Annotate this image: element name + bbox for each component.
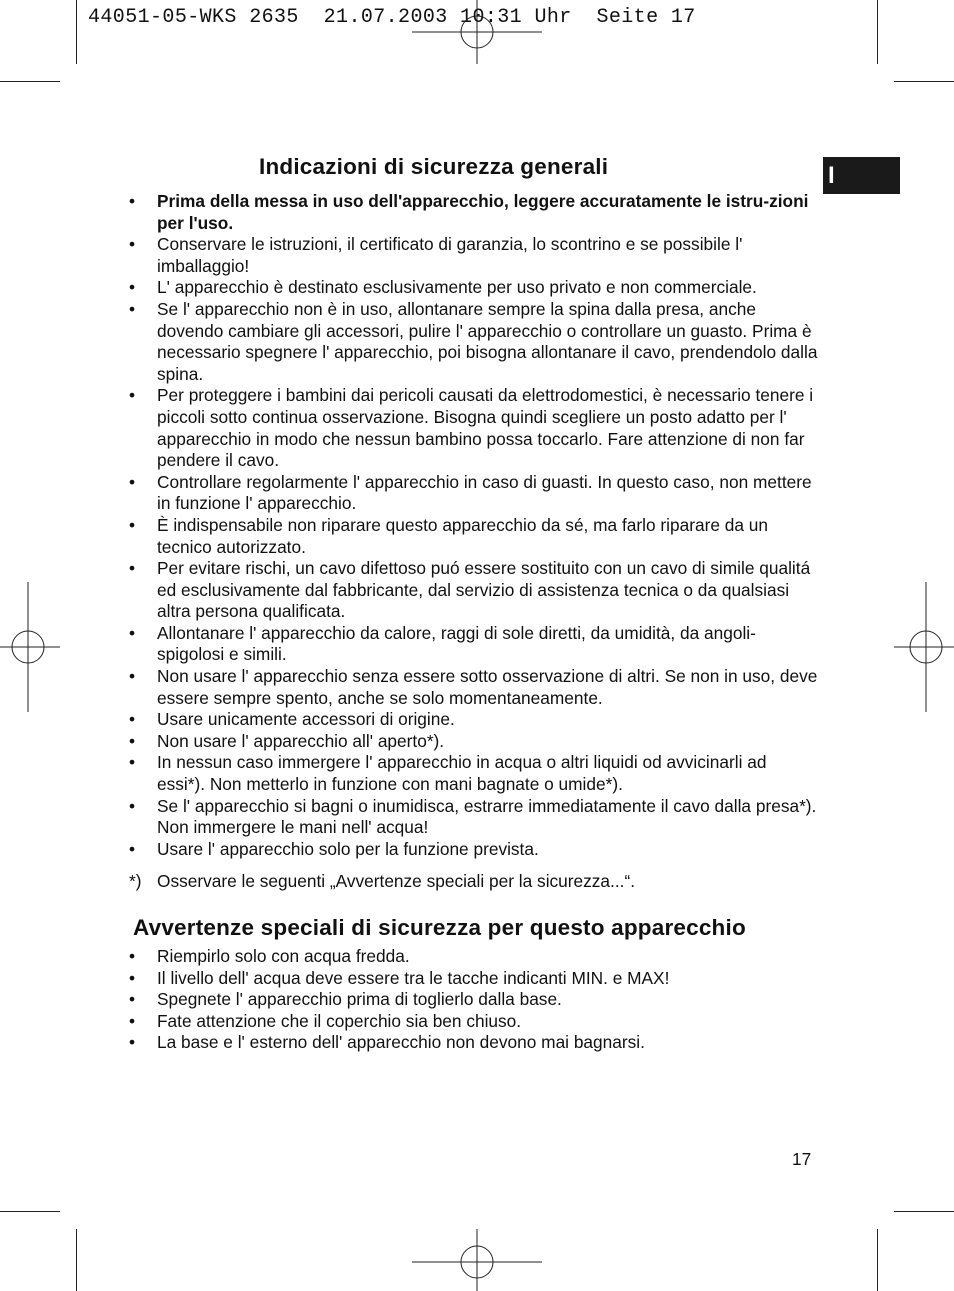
crop-mark <box>76 1229 77 1291</box>
crop-mark <box>894 1211 954 1212</box>
bullet-icon: • <box>129 838 136 859</box>
list-item-text: Il livello dell' acqua deve essere tra le tacche indicanti MIN. e MAX! <box>157 967 670 988</box>
bullet-icon: • <box>129 946 136 966</box>
footnote-mark: *) <box>129 871 142 891</box>
page-number: 17 <box>792 1149 812 1169</box>
bullet-icon: • <box>129 989 136 1010</box>
appliance-safety-list <box>129 946 819 1054</box>
registration-mark-left <box>0 582 60 712</box>
list-item-text: Per proteggere i bambini dai pericoli causati da elettrodomestici, è necessario tenere i piccoli sotto continua osservazione. Bisogna quindi scegliere un posto adatto per l' apparecchio in modo che nessun bambino possa toccarlo. Fare attenzione di non far pendere il cavo. <box>157 385 814 471</box>
list-item-text: Conservare le istruzioni, il certificato di garanzia, lo scontrino e se possibile l' imballaggio! <box>157 234 743 276</box>
bullet-icon: • <box>129 514 136 535</box>
bullet-icon: • <box>129 730 136 751</box>
list-item <box>129 234 819 277</box>
list-item <box>129 752 819 795</box>
crop-mark <box>877 1229 878 1291</box>
list-item-text: In nessun caso immergere l' apparecchio in acqua o altri liquidi od avvicinarli ad essi*). Non metterlo in funzione con mani bagnate o umide*). <box>157 752 767 795</box>
bullet-icon: • <box>129 709 136 730</box>
list-item-text: Prima della messa in uso dell'apparecchio, leggere accuratamente le istru-zioni per l'uso. <box>157 191 809 233</box>
section-title-appliance-safety: Avvertenze speciali di sicurezza per questo apparecchio <box>133 915 746 940</box>
list-item-text: La base e l' esterno dell' apparecchio non devono mai bagnarsi. <box>157 1032 645 1053</box>
list-item-text: Usare l' apparecchio solo per la funzione prevista. <box>157 838 539 859</box>
list-item <box>129 472 819 515</box>
list-item-text: È indispensabile non riparare questo apparecchio da sé, ma farlo riparare da un tecnico autorizzato. <box>157 514 768 557</box>
list-item <box>129 558 819 623</box>
list-item <box>129 839 819 861</box>
registration-mark-top <box>412 0 542 64</box>
list-item-text: L' apparecchio è destinato esclusivamente per uso privato e non commerciale. <box>157 277 757 298</box>
list-item <box>129 191 819 234</box>
list-item <box>129 666 819 709</box>
list-item-text: Se l' apparecchio si bagni o inumidisca, estrarre immediatamente il cavo dalla presa*). Non immergere le mani nell' acqua! <box>157 795 817 838</box>
crop-mark <box>0 1211 60 1212</box>
bullet-icon: • <box>129 666 136 687</box>
crop-mark <box>0 81 60 82</box>
bullet-icon: • <box>129 191 136 211</box>
section-title-general-safety: Indicazioni di sicurezza generali <box>259 154 609 179</box>
list-item <box>129 989 819 1011</box>
list-item <box>129 299 819 385</box>
crop-mark <box>76 0 77 64</box>
bullet-icon: • <box>129 752 136 773</box>
list-item <box>129 623 819 666</box>
crop-mark <box>894 81 954 82</box>
list-item-text: Spegnete l' apparecchio prima di toglierlo dalla base. <box>157 989 562 1010</box>
list-item <box>129 385 819 471</box>
list-item <box>129 1011 819 1033</box>
list-item <box>129 515 819 558</box>
general-safety-list <box>129 191 819 860</box>
list-item <box>129 796 819 839</box>
bullet-icon: • <box>129 298 136 319</box>
bullet-icon: • <box>129 795 136 816</box>
bullet-icon: • <box>129 234 136 255</box>
crop-mark <box>877 0 878 64</box>
list-item-text: Allontanare l' apparecchio da calore, raggi di sole diretti, da umidità, da angoli-spigolosi e simili. <box>157 622 756 665</box>
bullet-icon: • <box>129 1032 136 1053</box>
bullet-icon: • <box>129 558 136 579</box>
list-item-text: Fate attenzione che il coperchio sia ben chiuso. <box>157 1010 522 1031</box>
list-item <box>129 731 819 753</box>
list-item-text: Se l' apparecchio non è in uso, allontanare sempre la spina dalla presa, anche dovendo cambiare gli accessori, pulire l' apparecchio o controllare un guasto. Prima è necessario spegnere l' apparecchio, poi bisogna allontanare il cavo, prendendolo dalla spina. <box>157 298 818 384</box>
bullet-icon: • <box>129 622 136 643</box>
list-item-text: Usare unicamente accessori di origine. <box>157 709 455 730</box>
printer-slug: 44051-05-WKS 2635 21.07.2003 10:31 Uhr Seite 17 <box>88 6 696 29</box>
list-item-text: Controllare regolarmente l' apparecchio in caso di guasti. In questo caso, non mettere in funzione l' apparecchio. <box>157 471 812 514</box>
list-item-text: Per evitare rischi, un cavo difettoso puó essere sostituito con un cavo di simile qualitá ed esclusivamente dal fabbricante, dal servizio di assistenza tecnica o da qualsiasi altra persona qualificata. <box>157 558 811 622</box>
footnote <box>129 871 819 893</box>
list-item <box>129 968 819 990</box>
bullet-icon: • <box>129 471 136 492</box>
bullet-icon: • <box>129 277 136 298</box>
list-item <box>129 709 819 731</box>
list-item-text: Non usare l' apparecchio all' aperto*). <box>157 730 445 751</box>
language-tab: I <box>823 157 900 194</box>
list-item-text: Non usare l' apparecchio senza essere sotto osservazione di altri. Se non in uso, deve essere sempre spento, anche se solo momentaneamente. <box>157 666 818 708</box>
list-item <box>129 277 819 299</box>
list-item <box>129 1032 819 1054</box>
bullet-icon: • <box>129 1010 136 1031</box>
list-item-text: Riempirlo solo con acqua fredda. <box>157 946 410 966</box>
bullet-icon: • <box>129 385 136 406</box>
footnote-text: Osservare le seguenti „Avvertenze speciali per la sicurezza...“. <box>157 871 636 891</box>
registration-mark-bottom <box>412 1229 542 1291</box>
list-item <box>129 946 819 968</box>
bullet-icon: • <box>129 967 136 988</box>
registration-mark-right <box>894 582 954 712</box>
